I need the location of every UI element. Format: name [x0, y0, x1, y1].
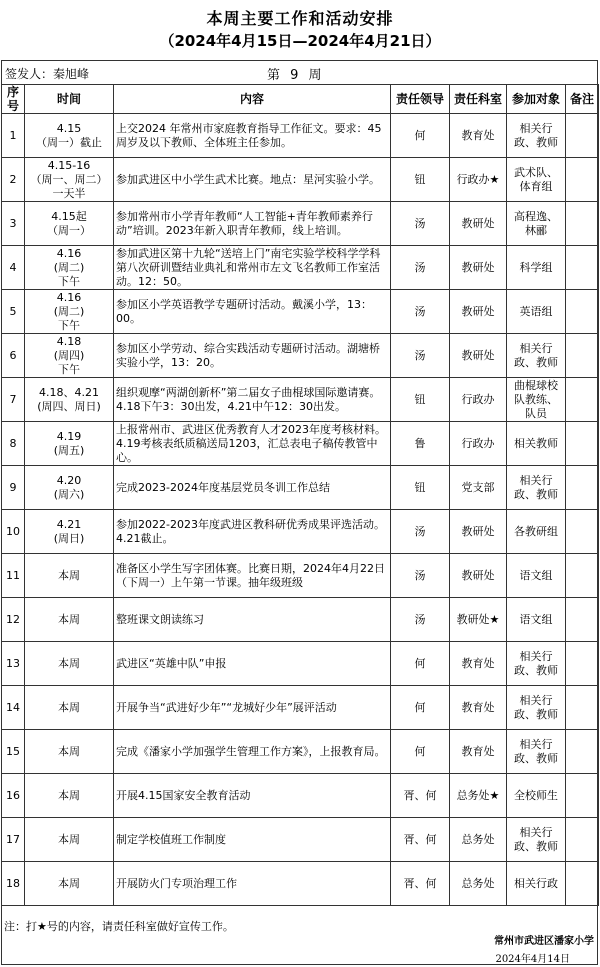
row-number: 15	[2, 730, 25, 774]
row-number: 12	[2, 598, 25, 642]
row-leader: 汤	[391, 246, 450, 290]
table-row	[2, 114, 599, 158]
row-time: 本周	[25, 818, 114, 862]
row-dept: 教育处	[450, 686, 507, 730]
table-row	[2, 686, 599, 730]
row-participants: 英语组	[507, 290, 566, 334]
table-header-row	[2, 85, 599, 114]
row-number: 14	[2, 686, 25, 730]
issuer-school: 常州市武进区潘家小学	[494, 936, 594, 947]
row-dept: 教研处	[450, 334, 507, 378]
week-number: 第 9 周	[267, 68, 325, 83]
page-title: 本周主要工作和活动安排	[206, 9, 394, 28]
row-time: 4.21 (周日)	[25, 510, 114, 554]
table-row	[2, 202, 599, 246]
row-dept: 行政办	[450, 422, 507, 466]
row-leader: 何	[391, 686, 450, 730]
row-participants: 全校师生	[507, 774, 566, 818]
row-content: 制定学校值班工作制度	[114, 818, 391, 862]
row-content: 参加2022-2023年度武进区教科研优秀成果评选活动。4.21截止。	[114, 510, 391, 554]
row-participants: 各教研组	[507, 510, 566, 554]
row-note	[566, 114, 599, 158]
row-number: 7	[2, 378, 25, 422]
row-leader: 汤	[391, 554, 450, 598]
footnote: 注：打★号的内容，请责任科室做好宣传工作。	[4, 920, 234, 933]
row-number: 8	[2, 422, 25, 466]
header-leader: 责任领导	[391, 85, 450, 114]
row-content: 上报常州市、武进区优秀教育人才2023年度考核材料。4.19考核表纸质稿送局1203，汇总表电子稿传教管中心。	[114, 422, 391, 466]
row-note	[566, 818, 599, 862]
row-content: 组织观摩“两湖创新杯”第二届女子曲棍球国际邀请赛。4.18下午3：30出发，4.21中午12：30出发。	[114, 378, 391, 422]
header-note: 备注	[566, 85, 599, 114]
row-time: 本周	[25, 774, 114, 818]
row-participants: 相关行政、教师	[507, 818, 566, 862]
table-body	[2, 114, 599, 906]
row-content: 参加常州市小学青年教师“人工智能+青年教师素养行动”培训。2023年新入职青年教师，线上培训。	[114, 202, 391, 246]
row-leader: 钮	[391, 466, 450, 510]
row-time: 本周	[25, 598, 114, 642]
row-participants: 武术队、体育组	[507, 158, 566, 202]
table-row	[2, 554, 599, 598]
row-number: 16	[2, 774, 25, 818]
row-dept: 教育处	[450, 642, 507, 686]
row-number: 5	[2, 290, 25, 334]
header-time: 时间	[25, 85, 114, 114]
row-note	[566, 246, 599, 290]
row-leader: 胥、何	[391, 862, 450, 906]
row-dept: 行政办★	[450, 158, 507, 202]
row-content: 参加武进区中小学生武术比赛。地点：星河实验小学。	[114, 158, 391, 202]
row-note	[566, 510, 599, 554]
table-row	[2, 642, 599, 686]
row-participants: 相关行政、教师	[507, 642, 566, 686]
row-leader: 何	[391, 642, 450, 686]
row-content: 开展防火门专项治理工作	[114, 862, 391, 906]
row-time: 4.16 (周二) 下午	[25, 246, 114, 290]
table-row	[2, 466, 599, 510]
row-time: 本周	[25, 730, 114, 774]
row-note	[566, 598, 599, 642]
row-number: 11	[2, 554, 25, 598]
row-participants: 高程逸、林郦	[507, 202, 566, 246]
row-note	[566, 642, 599, 686]
table-row	[2, 422, 599, 466]
row-content: 上交2024 年常州市家庭教育指导工作征文。要求：45周岁及以下教师、全体班主任参加。	[114, 114, 391, 158]
row-content: 参加区小学英语教学专题研讨活动。戴溪小学，13：00。	[114, 290, 391, 334]
row-leader: 汤	[391, 202, 450, 246]
row-dept: 教研处	[450, 290, 507, 334]
row-leader: 钮	[391, 158, 450, 202]
row-note	[566, 466, 599, 510]
row-time: 4.16 (周二) 下午	[25, 290, 114, 334]
row-number: 1	[2, 114, 25, 158]
row-dept: 总务处	[450, 862, 507, 906]
row-note	[566, 202, 599, 246]
row-time: 本周	[25, 554, 114, 598]
row-dept: 教育处	[450, 730, 507, 774]
row-note	[566, 554, 599, 598]
row-number: 9	[2, 466, 25, 510]
page-subtitle: （2024年4月15日—2024年4月21日）	[159, 32, 441, 50]
row-leader: 何	[391, 114, 450, 158]
row-participants: 相关行政、教师	[507, 686, 566, 730]
schedule-table	[1, 84, 599, 906]
row-dept: 教研处	[450, 510, 507, 554]
row-number: 10	[2, 510, 25, 554]
row-note	[566, 290, 599, 334]
row-note	[566, 378, 599, 422]
header-no: 序号	[2, 85, 25, 114]
row-dept: 教育处	[450, 114, 507, 158]
row-dept: 教研处	[450, 554, 507, 598]
row-time: 本周	[25, 642, 114, 686]
row-time: 4.20 (周六)	[25, 466, 114, 510]
row-number: 3	[2, 202, 25, 246]
row-note	[566, 422, 599, 466]
table-row	[2, 774, 599, 818]
row-participants: 相关行政、教师	[507, 466, 566, 510]
row-number: 13	[2, 642, 25, 686]
row-time: 4.18、4.21 (周四、周日)	[25, 378, 114, 422]
row-participants: 相关行政、教师	[507, 730, 566, 774]
row-number: 4	[2, 246, 25, 290]
row-time: 4.18 (周四) 下午	[25, 334, 114, 378]
row-leader: 汤	[391, 290, 450, 334]
row-dept: 总务处★	[450, 774, 507, 818]
row-time: 本周	[25, 686, 114, 730]
row-number: 18	[2, 862, 25, 906]
row-leader: 汤	[391, 598, 450, 642]
row-note	[566, 774, 599, 818]
row-participants: 相关教师	[507, 422, 566, 466]
row-leader: 何	[391, 730, 450, 774]
row-content: 完成《潘家小学加强学生管理工作方案》，上报教育局。	[114, 730, 391, 774]
row-content: 整班课文朗读练习	[114, 598, 391, 642]
row-note	[566, 862, 599, 906]
row-leader: 胥、何	[391, 818, 450, 862]
row-leader: 汤	[391, 334, 450, 378]
table-row	[2, 378, 599, 422]
row-dept: 教研处★	[450, 598, 507, 642]
row-participants: 科学组	[507, 246, 566, 290]
info-bar	[1, 60, 598, 84]
table-row	[2, 510, 599, 554]
row-content: 完成2023-2024年度基层党员冬训工作总结	[114, 466, 391, 510]
table-row	[2, 730, 599, 774]
row-number: 6	[2, 334, 25, 378]
row-participants: 语文组	[507, 598, 566, 642]
row-content: 开展4.15国家安全教育活动	[114, 774, 391, 818]
row-time: 4.15起 （周一）	[25, 202, 114, 246]
table-row	[2, 862, 599, 906]
row-leader: 钮	[391, 378, 450, 422]
row-number: 17	[2, 818, 25, 862]
row-note	[566, 158, 599, 202]
row-participants: 相关行政、教师	[507, 334, 566, 378]
row-dept: 教研处	[450, 202, 507, 246]
row-dept: 总务处	[450, 818, 507, 862]
row-participants: 曲棍球校队教练、队员	[507, 378, 566, 422]
row-time: 4.15-16 （周一、周二） 一天半	[25, 158, 114, 202]
row-time: 本周	[25, 862, 114, 906]
row-content: 参加武进区第十九轮“送培上门”南宅实验学校科学学科第八次研训暨结业典礼和常州市左文飞名教师工作室活动。12：50。	[114, 246, 391, 290]
header-participants: 参加对象	[507, 85, 566, 114]
row-note	[566, 686, 599, 730]
row-dept: 党支部	[450, 466, 507, 510]
row-dept: 教研处	[450, 246, 507, 290]
table-row	[2, 290, 599, 334]
table-row	[2, 818, 599, 862]
row-note	[566, 730, 599, 774]
row-leader: 胥、何	[391, 774, 450, 818]
table-row	[2, 246, 599, 290]
header-content: 内容	[114, 85, 391, 114]
table-row	[2, 334, 599, 378]
row-content: 准备区小学生写字团体赛。比赛日期，2024年4月22日（下周一）上午第一节课。抽年级班级	[114, 554, 391, 598]
signer-label: 签发人：秦旭峰	[5, 67, 90, 81]
row-leader: 汤	[391, 510, 450, 554]
row-participants: 相关行政、教师	[507, 114, 566, 158]
row-dept: 行政办	[450, 378, 507, 422]
row-participants: 语文组	[507, 554, 566, 598]
row-leader: 鲁	[391, 422, 450, 466]
table-row	[2, 158, 599, 202]
row-number: 2	[2, 158, 25, 202]
row-content: 开展争当“武进好少年”“龙城好少年”展评活动	[114, 686, 391, 730]
row-time: 4.15 （周一）截止	[25, 114, 114, 158]
row-content: 武进区“英雄中队”申报	[114, 642, 391, 686]
table-row	[2, 598, 599, 642]
row-note	[566, 334, 599, 378]
row-time: 4.19 (周五)	[25, 422, 114, 466]
header-dept: 责任科室	[450, 85, 507, 114]
row-content: 参加区小学劳动、综合实践活动专题研讨活动。湖塘桥实验小学，13：20。	[114, 334, 391, 378]
row-participants: 相关行政	[507, 862, 566, 906]
issue-date: 2024年4月14日	[495, 954, 570, 965]
